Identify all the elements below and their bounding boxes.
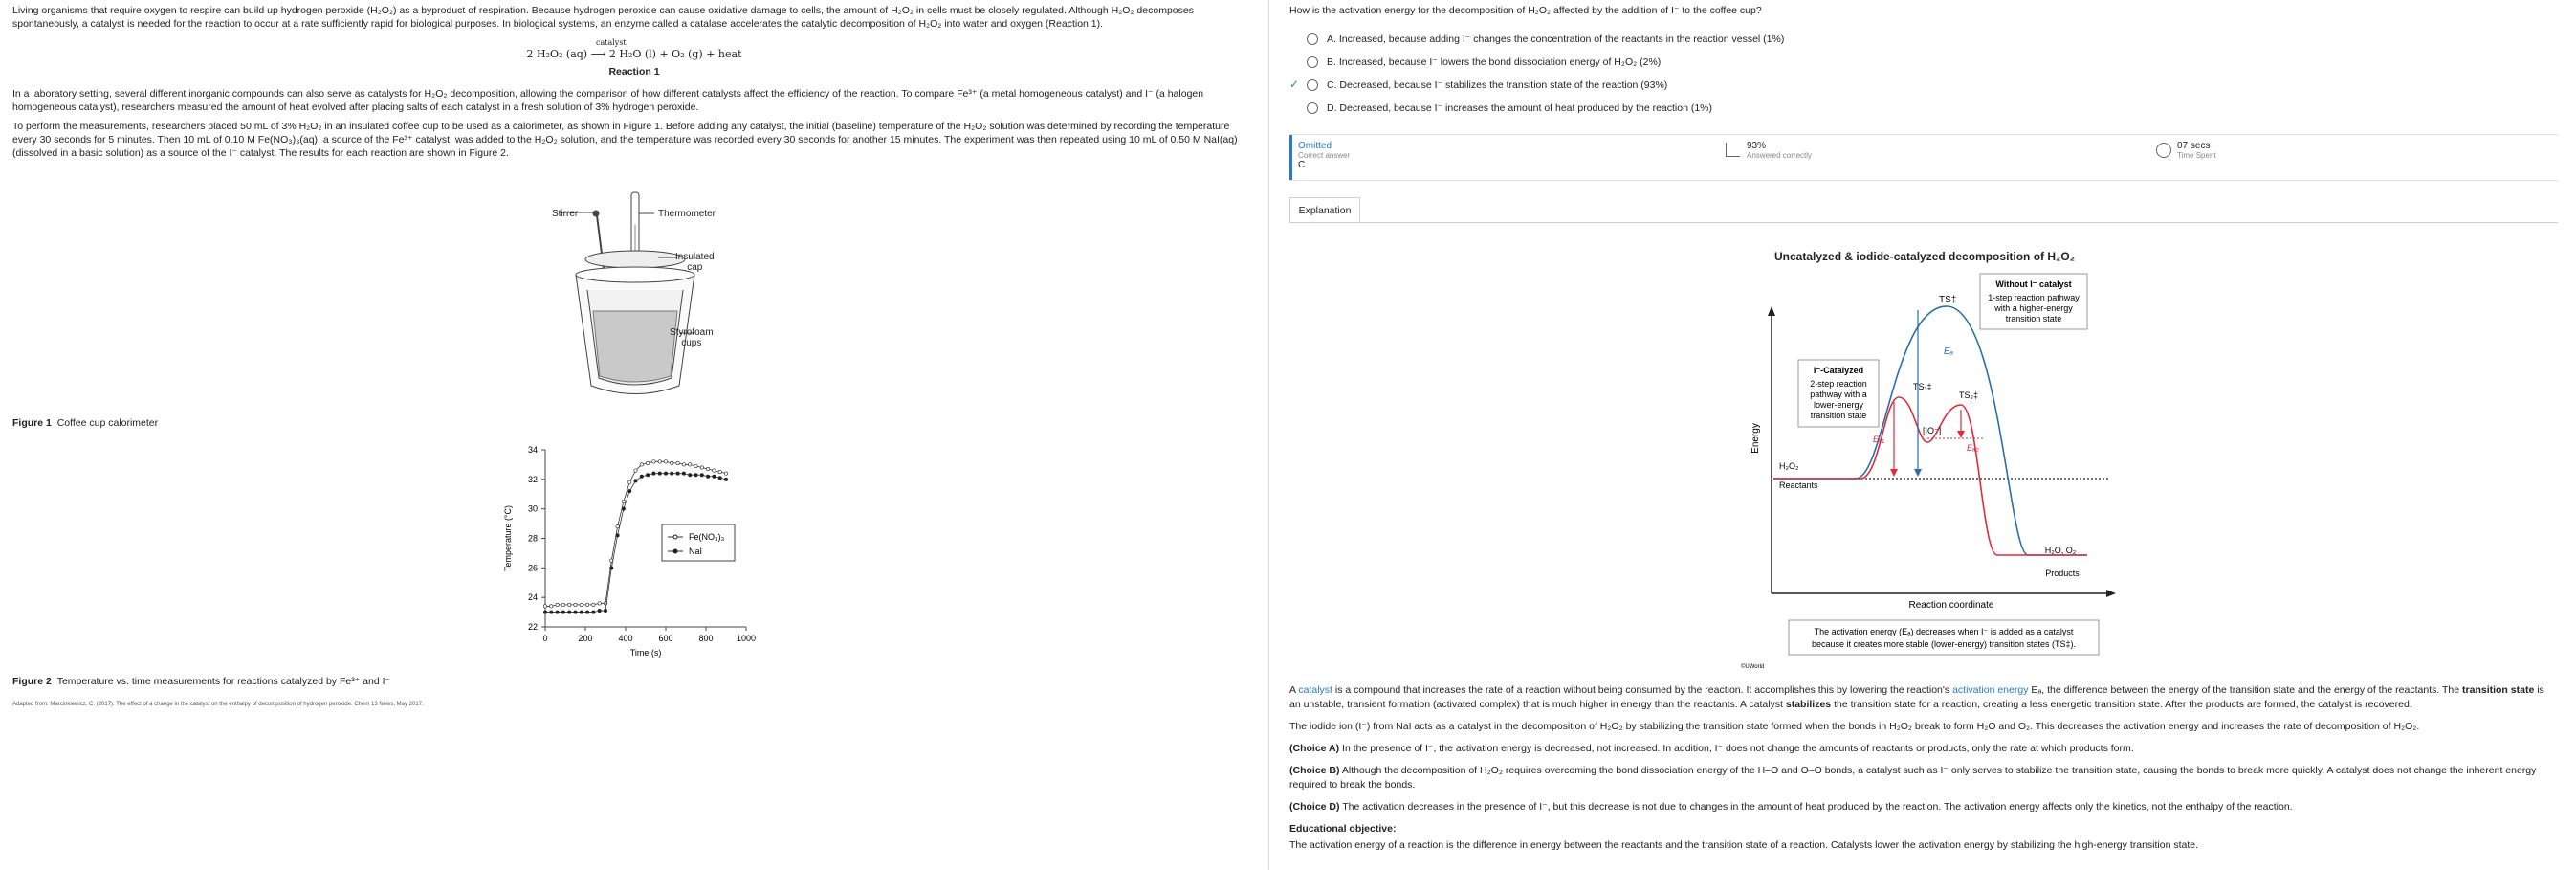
energy-axis-label: Energy — [1750, 423, 1761, 454]
data-point — [634, 480, 637, 482]
data-point — [676, 461, 679, 464]
tab-underline — [1289, 222, 2558, 223]
choice-a-label: (Choice A) — [1289, 743, 1340, 754]
ea1-label: Eₐ₁ — [1873, 435, 1885, 444]
data-point — [718, 470, 721, 473]
data-point — [724, 478, 727, 480]
energy-diagram — [1741, 268, 2143, 670]
data-point — [646, 461, 649, 464]
figure-1-caption-label: Figure 1 — [12, 417, 52, 429]
y-tick-label: 30 — [527, 503, 538, 514]
answer-option-a[interactable] — [1289, 31, 2558, 54]
answer-option-text: D. Decreased, because I⁻ increases the amount of heat produced by the reaction (1%) — [1327, 102, 1713, 114]
y-tick-label: 26 — [527, 563, 538, 573]
radio-button[interactable] — [1307, 79, 1318, 91]
choice-d-text: The activation decreases in the presence of I⁻, but this decrease is not due to changes in the amount of heat produced by the reaction. The activation energy affects only the kinetics, not the enthalpy of the reaction. — [1339, 801, 2293, 813]
data-point — [628, 480, 631, 483]
box-without-text: with a higher-energy — [1994, 303, 2073, 313]
answer-option-b[interactable] — [1289, 54, 2558, 77]
figure-2-caption-label: Figure 2 — [12, 676, 52, 687]
y-axis-label: Temperature (°C) — [503, 504, 513, 572]
answer-option-text: C. Decreased, because I⁻ stabilizes the transition state of the reaction (93%) — [1327, 79, 1668, 91]
data-point — [598, 609, 601, 612]
data-point — [689, 463, 692, 466]
ea-label: Eₐ — [1944, 346, 1954, 357]
box-with-text: pathway with a — [1810, 390, 1867, 399]
data-point — [585, 603, 588, 606]
answer-options — [1289, 31, 2558, 123]
data-point — [604, 609, 606, 612]
ea2-arrowhead — [1957, 431, 1965, 438]
ts-label: TS‡ — [1939, 295, 1957, 305]
data-point — [694, 464, 697, 467]
data-point — [574, 603, 577, 606]
data-point — [598, 602, 601, 605]
figure-2-caption — [12, 676, 390, 687]
legend-label: NaI — [689, 547, 703, 556]
question-stem: How is the activation energy for the decomposition of H₂O₂ affected by the addition of I⁻ to the coffee cup? — [1289, 5, 1762, 16]
data-point — [592, 603, 595, 606]
data-point — [580, 603, 583, 606]
correct-check-icon: ✓ — [1289, 78, 1300, 91]
data-point — [671, 472, 673, 475]
stat-time-sub: Time Spent — [2177, 151, 2216, 160]
data-point — [671, 461, 673, 464]
data-point — [718, 477, 721, 480]
x-axis-label: Time (s) — [629, 648, 662, 658]
data-point — [724, 472, 727, 475]
answer-option-text: B. Increased, because I⁻ lowers the bond dissociation energy of H₂O₂ (2%) — [1327, 56, 1662, 68]
data-point — [646, 474, 649, 477]
x-tick-label: 400 — [618, 634, 633, 643]
explanation-choice-d — [1289, 800, 2558, 814]
radio-button[interactable] — [1307, 33, 1318, 45]
data-point — [700, 466, 703, 469]
data-point — [580, 611, 583, 613]
reaction-axis-label: Reaction coordinate — [1908, 600, 1994, 611]
explanation-choice-b — [1289, 764, 2558, 792]
data-point — [682, 472, 685, 475]
data-point — [640, 475, 643, 478]
diagram-title: Uncatalyzed & iodide-catalyzed decomposition of H₂O₂ — [1774, 250, 2076, 263]
products-formula: H₂O, O₂ — [2044, 546, 2077, 555]
data-point — [713, 475, 716, 478]
catalyst-link[interactable]: catalyst — [1298, 684, 1332, 696]
legend-marker — [673, 549, 677, 553]
data-point — [622, 500, 625, 502]
products-label: Products — [2045, 569, 2080, 578]
expl-p1-c: Eₐ, the difference between the energy of the transition state and the energy of the reactants. The — [2028, 684, 2463, 696]
y-tick-label: 34 — [527, 445, 538, 455]
equation-catalyst-label: catalyst — [596, 38, 627, 47]
passage-panel — [0, 0, 1268, 870]
data-point — [550, 605, 553, 608]
figure-1-caption — [12, 417, 158, 429]
equation-text: 2 H₂O₂ (aq) ⟶ 2 H₂O (l) + O₂ (g) + heat — [526, 48, 742, 60]
legend-label: Fe(NO₃)₃ — [689, 532, 725, 542]
figure-2-caption-text: Temperature vs. time measurements for reactions catalyzed by Fe³⁺ and I⁻ — [56, 676, 391, 687]
intermediate-label: [IO⁻] — [1923, 426, 1942, 435]
box-with-text: lower-energy — [1813, 400, 1864, 410]
data-point — [706, 475, 709, 478]
stat-answer: C — [1298, 160, 1306, 170]
ts1-label: TS₁‡ — [1913, 382, 1932, 391]
diagram-caption: because it creates more stable (lower-energy) transition states (TS‡). — [1811, 639, 2077, 649]
box-with-text: 2-step reaction — [1810, 379, 1867, 389]
x-tick-label: 600 — [658, 634, 673, 643]
box-without-title: Without I⁻ catalyst — [1995, 279, 2072, 289]
data-point — [616, 524, 619, 527]
copyright: ©UWorld — [1741, 664, 1765, 670]
x-tick-label: 0 — [542, 634, 548, 643]
data-point — [561, 603, 564, 606]
data-point — [700, 474, 703, 477]
data-point — [543, 611, 546, 613]
choice-b-text: Although the decomposition of H₂O₂ requires overcoming the bond dissociation energy of the H–O and O–O bonds, a catalyst such as I⁻ only serves to stabilize the transition state, causing the bonds to break more quickly. A catalyst does not change the inherent energy required to break the bonds. — [1289, 765, 2537, 791]
stat-time — [2156, 141, 2216, 160]
stat-status-sub: Correct answer — [1298, 151, 1351, 160]
x-tick-label: 800 — [698, 634, 714, 643]
educational-objective-label — [1289, 822, 2558, 837]
passage-paragraph-3: To perform the measurements, researchers placed 50 mL of 3% H₂O₂ in an insulated coffee cup to be used as a calorimeter, as shown in Figure 1. Before adding any catalyst, the initial (baseline) temperature of the H₂O₂ solution was determined by recording the temperature every 30 seconds for 5 minutes. Then 10 mL of 0.10 M Fe(NO₃)₃(aq), a source of the Fe³⁺ catalyst, was added to the H₂O₂ solution, and the temperature was recorded every 30 seconds for another 15 minutes. The experiment was then repeated using 10 mL of 0.50 M NaI(aq) (dissolved in a basic solution) as a source of the I⁻ catalyst. The results for each reaction are shown in Figure 2. — [12, 121, 1238, 159]
data-point — [706, 467, 709, 470]
choice-a-text: In the presence of I⁻, the activation energy is decreased, not increased. In addition, I⁻ does not change the amounts of reactants or products, only the rate at which products form. — [1339, 743, 2134, 754]
data-point — [568, 611, 571, 613]
data-point — [713, 469, 716, 472]
explanation-paragraph-1 — [1289, 683, 2558, 712]
activation-energy-link[interactable]: activation energy — [1952, 684, 2029, 696]
data-point — [574, 611, 577, 613]
choice-b-label: (Choice B) — [1289, 765, 1340, 776]
ea-arrowhead — [1914, 469, 1922, 477]
clock-icon — [2156, 143, 2171, 158]
data-point — [694, 474, 697, 477]
data-point — [556, 603, 559, 606]
explanation-text — [1289, 683, 2558, 860]
figure-1-caption-text: Coffee cup calorimeter — [56, 417, 159, 429]
box-without-text: transition state — [2005, 314, 2062, 323]
label-thermometer: Thermometer — [658, 209, 716, 219]
box-without-text: 1-step reaction pathway — [1988, 293, 2080, 302]
data-point — [652, 472, 655, 475]
label-styrofoam-cups: Styrofoam cups — [670, 327, 714, 348]
data-point — [556, 611, 559, 613]
data-point — [658, 460, 661, 463]
stat-percent — [1726, 141, 1812, 160]
diagram-caption: The activation energy (Eₐ) decreases when I⁻ is added as a catalyst — [1814, 627, 2074, 636]
data-point — [634, 469, 637, 472]
stats-bar — [1289, 134, 2558, 181]
passage-paragraph-2: In a laboratory setting, several different inorganic compounds can also serve as catalysts for H₂O₂ decomposition, allowing the comparison of how different catalysts affect the efficiency of the reaction. To compare Fe³⁺ (a metal homogeneous catalyst) and I⁻ (a halogen homogeneous catalyst), researchers measured the amount of heat evolved after placing salts of each catalyst in a fresh solution of 3% hydrogen peroxide. — [12, 88, 1204, 113]
data-point — [568, 603, 571, 606]
data-point — [616, 534, 619, 537]
y-tick-label: 32 — [527, 474, 538, 484]
answer-option-c[interactable] — [1289, 77, 2558, 100]
data-point — [592, 611, 595, 613]
label-insulated-cap: Insulated cap — [675, 252, 715, 273]
reactants-label: Reactants — [1779, 480, 1818, 490]
expl-p1-e: the transition state for a reaction, creating a less energetic transition state. After the products are formed, the catalyst is recovered. — [1831, 699, 2412, 710]
passage-paragraph-1: Living organisms that require oxygen to respire can build up hydrogen peroxide (H₂O₂) as a byproduct of respiration. Because hydrogen peroxide can cause oxidative damage to cells, the amount of H₂O₂ in cells must be closely regulated. Although H₂O₂ decomposes spontaneously, a catalyst is needed for the reaction to occur at a rate sufficiently rapid for biological purposes. In biological systems, an enzyme called a catalase accelerates the catalytic decomposition of H₂O₂ into water and oxygen (Reaction 1). — [12, 5, 1194, 30]
data-point — [585, 611, 588, 613]
choice-d-label: (Choice D) — [1289, 801, 1340, 813]
data-point — [676, 472, 679, 475]
x-tick-label: 200 — [578, 634, 593, 643]
data-point — [640, 463, 643, 466]
energy-axis-arrow — [1768, 306, 1775, 316]
data-point — [610, 567, 613, 569]
diagram-caption-box — [1789, 620, 2099, 655]
answer-option-text: A. Increased, because adding I⁻ changes the concentration of the reactants in the reaction vessel (1%) — [1327, 33, 1785, 45]
objective-label: Educational objective: — [1289, 823, 1397, 835]
ts2-label: TS₂‡ — [1959, 390, 1978, 400]
source-citation: Adapted from: Marcinkiewicz, C. (2017). The effect of a change in the catalyst on the enthalpy of decomposition of hydrogen peroxide. Chem 13 News, May 2017. — [12, 702, 424, 707]
radio-button[interactable] — [1307, 56, 1318, 68]
data-point — [550, 611, 553, 613]
explanation-choice-a — [1289, 742, 2558, 756]
temperature-chart — [497, 440, 775, 670]
bar-chart-icon — [1726, 143, 1740, 157]
data-point — [664, 472, 667, 475]
expl-p1-b: is a compound that increases the rate of a reaction without being consumed by the reaction. It accomplishes this by lowering the reaction's — [1332, 684, 1953, 696]
stat-time-value: 07 secs — [2177, 141, 2211, 151]
expl-p1-d: is an unstable, transient formation (activated complex) that is much higher in energy than the reactants. A catalyst — [1289, 684, 2544, 710]
ea2-label: Eₐ₂ — [1967, 443, 1979, 453]
tab-explanation[interactable]: Explanation — [1289, 197, 1360, 223]
data-point — [622, 507, 625, 510]
reaction-axis-arrow — [2106, 590, 2116, 597]
data-point — [664, 460, 667, 463]
y-tick-label: 24 — [527, 592, 538, 603]
radio-button[interactable] — [1307, 102, 1318, 114]
data-point — [543, 605, 546, 608]
reactants-formula: H₂O₂ — [1779, 461, 1799, 471]
legend-marker — [673, 535, 677, 539]
stats-accent — [1289, 135, 1292, 180]
data-point — [628, 489, 631, 492]
calorimeter-figure — [536, 187, 765, 412]
expl-p1-bold-2: stabilizes — [1785, 699, 1832, 710]
stat-status-value: Omitted — [1298, 141, 1332, 151]
y-tick-label: 28 — [527, 533, 538, 544]
data-point — [689, 474, 692, 477]
stat-percent-value: 93% — [1747, 141, 1767, 151]
box-with-title: I⁻-Catalyzed — [1813, 366, 1864, 375]
label-stirrer: Stirrer — [552, 209, 579, 219]
expl-p1-a: A — [1289, 684, 1299, 696]
answer-option-d[interactable] — [1289, 100, 2558, 123]
box-with-text: transition state — [1810, 411, 1867, 420]
reaction-label: Reaction 1 — [608, 66, 660, 78]
data-point — [652, 460, 655, 463]
stat-status — [1298, 141, 1350, 170]
explanation-paragraph-2: The iodide ion (I⁻) from NaI acts as a catalyst in the decomposition of H₂O₂ by stabilizing the transition state formed when the bonds in H₂O₂ break to form H₂O and O₂. This decreases the activation energy and increases the rate of decomposition of H₂O₂. — [1289, 721, 2420, 732]
x-tick-label: 1000 — [736, 634, 757, 643]
stat-percent-sub: Answered correctly — [1747, 151, 1813, 160]
expl-p1-bold-1: transition state — [2462, 684, 2535, 696]
data-point — [561, 611, 564, 613]
data-point — [658, 472, 661, 475]
ea1-arrowhead — [1890, 469, 1898, 477]
reaction-equation — [12, 38, 1256, 60]
y-tick-label: 22 — [527, 622, 538, 632]
data-point — [682, 463, 685, 466]
educational-objective-text: The activation energy of a reaction is the difference in energy between the reactants and the transition state of a reaction. Catalysts lower the activation energy by stabilizing the high-energy transition state. — [1289, 839, 2199, 851]
